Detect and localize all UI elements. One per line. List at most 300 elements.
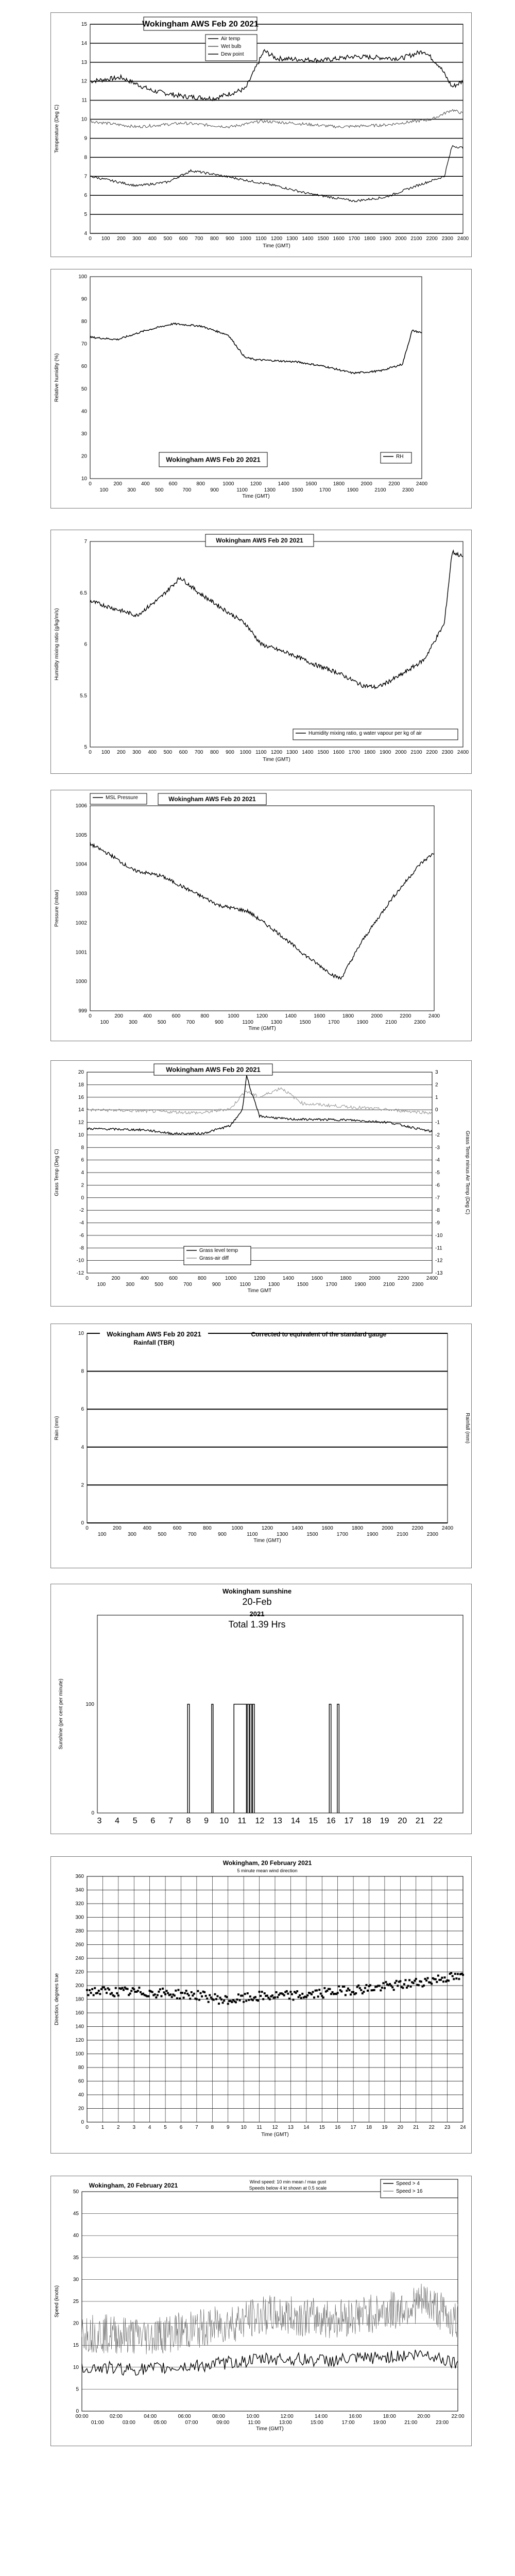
x-tick-label: 03:00 (122, 2420, 135, 2426)
direction-point (231, 2001, 233, 2003)
y-tick-label: 15 (73, 2343, 79, 2349)
y-tick-label: 6 (84, 641, 87, 648)
x-tick-label: 400 (148, 750, 157, 755)
x-tick-label: 1600 (305, 481, 317, 487)
x-tick-label: 900 (215, 1020, 224, 1025)
x-tick-label: 500 (154, 1282, 163, 1287)
y-tick-label: 120 (75, 2038, 84, 2043)
y-tick-label: 10 (81, 476, 87, 482)
x-tick-label: 04:00 (144, 2414, 157, 2419)
x-tick-label: 1900 (367, 1532, 379, 1537)
y-tick-label: 10 (81, 116, 87, 123)
x-tick-label: 1200 (253, 1276, 266, 1281)
direction-point (453, 1978, 455, 1980)
direction-point (140, 1991, 142, 1993)
plot-area (90, 24, 463, 233)
x-tick-label: 1300 (277, 1532, 288, 1537)
x-tick-label: 1200 (261, 1526, 273, 1531)
direction-point (348, 1989, 350, 1991)
direction-point (364, 1987, 366, 1989)
legend-label: Air temp (221, 36, 241, 42)
y-tick-label: 100 (78, 274, 87, 280)
direction-point (236, 1998, 238, 2001)
x-tick-label: 2100 (410, 750, 422, 755)
direction-point (197, 1990, 199, 1992)
chart-subtitle: Wind speed: 10 min mean / max gust (249, 2179, 327, 2184)
y-axis-label: Sunshine (per cent per minute) (58, 1679, 64, 1750)
direction-point (391, 1986, 393, 1988)
x-tick-label: 2400 (457, 236, 469, 242)
direction-point (86, 1989, 88, 1991)
direction-point (249, 1995, 251, 1997)
direction-point (98, 1990, 100, 1992)
direction-point (357, 1985, 359, 1987)
x-tick-label: 7 (168, 1817, 173, 1825)
x-tick-label: 1000 (239, 750, 251, 755)
legend-label: Speed > 4 (396, 2181, 420, 2187)
direction-point (323, 1987, 325, 1989)
y-tick-label: 6 (84, 193, 87, 199)
direction-point (286, 1990, 288, 1992)
y-tick-label: 5.5 (80, 693, 87, 699)
x-tick-label: 2200 (411, 1526, 423, 1531)
x-tick-label: 400 (141, 481, 150, 487)
direction-point (222, 2002, 224, 2004)
y-tick-label: 6 (81, 1157, 84, 1163)
y-tick-label: 8 (81, 1145, 84, 1151)
x-tick-label: 2100 (383, 1282, 395, 1287)
x-tick-label: 700 (183, 1282, 192, 1287)
x-tick-label: 17:00 (341, 2420, 355, 2426)
sun-bar (329, 1704, 331, 1813)
chart-title: Wokingham AWS Feb 20 2021 (216, 537, 303, 544)
x-tick-label: 1900 (380, 236, 391, 242)
y-tick-label: 2 (81, 1482, 84, 1488)
x-tick-label: 4 (115, 1817, 120, 1825)
y2-tick-label: -12 (435, 1258, 443, 1264)
chart-title: Wokingham sunshine (222, 1587, 292, 1595)
x-tick-label: 10:00 (246, 2414, 260, 2419)
direction-point (276, 1991, 278, 1993)
x-tick-label: 2400 (426, 1276, 438, 1281)
y-tick-label: 4 (81, 1444, 84, 1450)
sun-bar (234, 1704, 246, 1813)
series-dew-point (90, 146, 463, 202)
y-tick-label: 1001 (75, 950, 87, 956)
y-axis-label: Rain (mm) (54, 1416, 60, 1440)
x-tick-label: 1300 (268, 1282, 280, 1287)
direction-point (218, 2003, 220, 2005)
x-tick-label: 2200 (398, 1276, 409, 1281)
x-tick-label: 1700 (336, 1532, 348, 1537)
x-tick-label: 2000 (371, 1013, 383, 1019)
direction-point (277, 1996, 279, 1998)
series-grass-air-diff (87, 1088, 432, 1114)
direction-point (243, 2001, 245, 2003)
x-tick-label: 05:00 (153, 2420, 167, 2426)
direction-point (106, 1992, 108, 1994)
direction-point (448, 1979, 450, 1981)
x-tick-label: 100 (101, 750, 110, 755)
direction-point (379, 1985, 381, 1987)
x-tick-label: 400 (143, 1526, 152, 1531)
y-tick-label: -8 (79, 1245, 84, 1251)
direction-point (410, 1986, 412, 1988)
x-tick-label: 18 (366, 2125, 372, 2130)
direction-point (393, 1989, 395, 1991)
direction-point (179, 1997, 181, 1999)
x-tick-label: 1100 (242, 1020, 253, 1025)
y-tick-label: 360 (75, 1874, 84, 1879)
x-tick-label: 400 (143, 1013, 152, 1019)
x-tick-label: 22 (433, 1817, 443, 1825)
x-tick-label: 0 (89, 481, 92, 487)
x-tick-label: 24 (460, 2125, 466, 2130)
x-tick-label: 800 (196, 481, 205, 487)
y-axis-label: Relative humidity (%) (54, 353, 60, 402)
direction-point (147, 1995, 149, 1997)
y-tick-label: 200 (75, 1983, 84, 1989)
x-tick-label: 1900 (380, 750, 391, 755)
y-tick-label: 2 (81, 1182, 84, 1189)
direction-point (123, 1989, 125, 1991)
series-pressure (90, 842, 434, 979)
x-tick-label: 100 (101, 236, 110, 242)
y-tick-label: 70 (81, 341, 87, 347)
x-tick-label: 200 (116, 236, 126, 242)
direction-point (127, 1988, 129, 1990)
chart-pressure-panel (50, 790, 472, 1041)
x-tick-label: 2000 (395, 750, 407, 755)
x-tick-label: 1600 (333, 750, 345, 755)
direction-point (291, 1993, 293, 1995)
x-tick-label: 21 (415, 1817, 425, 1825)
direction-point (252, 1999, 254, 2001)
direction-point (435, 1978, 437, 1980)
direction-point (245, 2000, 247, 2002)
x-tick-label: 100 (100, 1020, 109, 1025)
x-tick-label: 12 (255, 1817, 265, 1825)
x-tick-label: 2300 (414, 1020, 426, 1025)
x-tick-label: 13 (287, 2125, 294, 2130)
x-tick-label: 100 (97, 1282, 106, 1287)
direction-point (133, 1988, 135, 1990)
direction-point (380, 1989, 382, 1991)
direction-point (318, 1989, 320, 1991)
y-tick-label: 8 (84, 155, 87, 161)
direction-point (205, 1995, 207, 1997)
x-tick-label: 300 (126, 1282, 135, 1287)
chart-mixing-ratio (51, 530, 471, 773)
x-tick-label: 1500 (299, 1020, 311, 1025)
direction-point (420, 1980, 422, 1982)
x-tick-label: 06:00 (178, 2414, 191, 2419)
direction-point (441, 1977, 443, 1979)
x-tick-label: 2 (117, 2125, 120, 2130)
direction-point (151, 1991, 153, 1993)
x-tick-label: 300 (132, 750, 141, 755)
y-tick-label: 220 (75, 1969, 84, 1975)
x-tick-label: 1900 (356, 1020, 368, 1025)
x-tick-label: 15 (308, 1817, 318, 1825)
x-tick-label: 2300 (402, 487, 414, 493)
direction-point (185, 1990, 187, 1992)
x-axis-label: Time GMT (247, 1288, 272, 1294)
direction-point (305, 1996, 307, 1998)
x-tick-label: 1700 (348, 236, 360, 242)
direction-point (360, 1989, 362, 1991)
series-wet-bulb (90, 110, 463, 128)
y-tick-label: 14 (81, 40, 87, 46)
x-tick-label: 10 (219, 1817, 229, 1825)
series-mean-speed (82, 2350, 458, 2375)
x-tick-label: 500 (157, 1020, 166, 1025)
series-mixing-ratio (90, 551, 463, 689)
x-tick-label: 07:00 (185, 2420, 198, 2426)
direction-point (367, 1990, 369, 1992)
x-tick-label: 500 (154, 487, 164, 493)
direction-point (209, 1994, 211, 1996)
y-tick-label: 280 (75, 1928, 84, 1934)
direction-point (99, 1993, 101, 1995)
direction-point (322, 1996, 324, 1998)
x-tick-label: 1900 (354, 1282, 366, 1287)
y-tick-label: 20 (78, 1070, 84, 1075)
x-tick-label: 500 (163, 750, 173, 755)
direction-point (157, 1994, 159, 1996)
x-tick-label: 22:00 (451, 2414, 465, 2419)
x-tick-label: 900 (212, 1282, 221, 1287)
x-tick-label: 1 (101, 2125, 105, 2130)
direction-point (94, 1987, 96, 1989)
x-axis-label: Time (GMT) (263, 243, 290, 249)
direction-point (359, 1987, 361, 1989)
x-tick-label: 0 (89, 1013, 92, 1019)
direction-point (444, 1976, 446, 1978)
x-tick-label: 1900 (347, 487, 358, 493)
y-tick-label: 1003 (75, 891, 87, 897)
direction-point (312, 1991, 314, 1993)
y2-tick-label: -9 (435, 1220, 440, 1226)
x-tick-label: 300 (128, 1532, 136, 1537)
chart-temperature-panel (50, 12, 472, 257)
x-tick-label: 800 (202, 1526, 212, 1531)
x-tick-label: 19 (380, 1817, 389, 1825)
x-tick-label: 2000 (369, 1276, 381, 1281)
x-tick-label: 1100 (247, 1532, 258, 1537)
x-tick-label: 20 (398, 1817, 407, 1825)
chart-wind-speed (51, 2176, 471, 2446)
y-axis-label: Humidity mixing ratio (g/kg/m/s) (54, 608, 60, 681)
y-tick-label: 15 (81, 22, 87, 27)
x-tick-label: 1400 (302, 750, 314, 755)
x-tick-label: 100 (99, 487, 109, 493)
direction-point (88, 1994, 90, 1996)
y2-tick-label: -11 (435, 1245, 442, 1251)
x-tick-label: 1000 (239, 236, 251, 242)
y2-tick-label: -10 (435, 1232, 443, 1239)
direction-point (115, 1987, 117, 1989)
chart-temperature (51, 13, 471, 257)
direction-point (191, 1991, 193, 1993)
x-tick-label: 1300 (286, 236, 298, 242)
y-tick-label: 20 (78, 2106, 84, 2112)
x-tick-label: 14 (290, 1817, 300, 1825)
direction-point (90, 1992, 92, 1994)
y-axis-label: Temperature (Deg C) (54, 105, 60, 153)
x-tick-label: 0 (85, 2125, 89, 2130)
direction-point (369, 1984, 371, 1986)
direction-point (154, 1993, 156, 1995)
y-tick-label: 4 (81, 1170, 84, 1176)
direction-point (363, 1991, 365, 1993)
direction-point (427, 1977, 429, 1979)
direction-point (113, 1995, 115, 1997)
direction-point (93, 1994, 95, 1996)
x-tick-label: 13:00 (279, 2420, 292, 2426)
y-tick-label: 10 (78, 1331, 84, 1336)
direction-point (413, 1982, 415, 1984)
direction-point (373, 1989, 375, 1991)
y-tick-label: -10 (76, 1258, 84, 1264)
series-air-temp (90, 49, 463, 100)
direction-point (340, 1990, 342, 1992)
y-tick-label: 1000 (75, 979, 87, 985)
x-tick-label: 16 (335, 2125, 341, 2130)
y-tick-label: 35 (73, 2255, 79, 2261)
x-tick-label: 600 (179, 750, 188, 755)
x-tick-label: 00:00 (75, 2414, 89, 2419)
direction-point (402, 1987, 404, 1989)
x-tick-label: 14 (303, 2125, 310, 2130)
x-tick-label: 21:00 (404, 2420, 418, 2426)
x-tick-label: 9 (204, 1817, 209, 1825)
y-tick-label: 20 (81, 453, 87, 460)
y-tick-label: 5 (76, 2386, 79, 2393)
x-tick-label: 1200 (250, 481, 262, 487)
direction-point (206, 1997, 208, 1999)
x-tick-label: 900 (226, 236, 234, 242)
direction-point (260, 1995, 262, 1997)
direction-point (350, 1993, 352, 1995)
x-tick-label: 200 (111, 1276, 121, 1281)
x-tick-label: 22 (428, 2125, 435, 2130)
chart-humidity-panel (50, 269, 472, 509)
x-tick-label: 1500 (291, 487, 303, 493)
x-tick-label: 1100 (255, 236, 267, 242)
x-tick-label: 1200 (270, 750, 283, 755)
x-tick-label: 2000 (360, 481, 372, 487)
direction-point (201, 1995, 203, 1997)
x-tick-label: 1600 (321, 1526, 333, 1531)
chart-title: Wokingham, 20 February 2021 (89, 2182, 178, 2189)
x-tick-label: 12 (272, 2125, 278, 2130)
x-tick-label: 1000 (222, 481, 234, 487)
y-tick-label: -6 (79, 1232, 84, 1239)
x-tick-label: 2000 (382, 1526, 393, 1531)
direction-point (455, 1977, 457, 1979)
direction-point (345, 1994, 347, 1996)
direction-point (397, 1985, 399, 1987)
direction-point (296, 1990, 298, 1992)
x-tick-label: 11 (256, 2125, 262, 2130)
x-tick-label: 1300 (264, 487, 276, 493)
direction-point (262, 1998, 264, 2000)
x-tick-label: 5 (164, 2125, 167, 2130)
x-tick-label: 600 (171, 1013, 181, 1019)
y-tick-label: 25 (73, 2299, 79, 2304)
direction-point (269, 1998, 271, 2000)
chart-total: Total 1.39 Hrs (228, 1619, 286, 1630)
x-tick-label: 1400 (282, 1276, 294, 1281)
direction-point (365, 1984, 367, 1986)
direction-point (385, 1981, 387, 1983)
plot-area (90, 806, 434, 1011)
direction-point (288, 1997, 290, 1999)
x-tick-label: 200 (116, 750, 126, 755)
x-tick-label: 700 (186, 1020, 195, 1025)
y-tick-label: 7 (84, 539, 87, 545)
direction-point (266, 1995, 268, 1997)
y-tick-label: 999 (78, 1008, 87, 1014)
y-tick-label: 45 (73, 2211, 79, 2217)
x-tick-label: 2300 (441, 236, 453, 242)
direction-point (189, 1998, 191, 2000)
direction-point (261, 1991, 263, 1993)
direction-point (242, 1995, 244, 1997)
x-tick-label: 1700 (328, 1020, 340, 1025)
x-tick-label: 2200 (426, 236, 438, 242)
x-tick-label: 1200 (270, 236, 283, 242)
x-tick-label: 12:00 (280, 2414, 294, 2419)
direction-point (437, 1975, 439, 1977)
chart-rainfall-panel (50, 1324, 472, 1568)
y-tick-label: 6.5 (80, 590, 87, 596)
x-tick-label: 2100 (374, 487, 386, 493)
x-tick-label: 1100 (255, 750, 267, 755)
y-tick-label: 20 (73, 2320, 79, 2327)
direction-point (184, 1992, 186, 1994)
x-axis-label: Time (GMT) (242, 494, 270, 499)
direction-point (171, 1996, 173, 1998)
direction-point (175, 1990, 177, 1992)
y-tick-label: 10 (78, 1132, 84, 1138)
direction-point (274, 1996, 276, 1998)
y-tick-label: 80 (81, 319, 87, 325)
y-tick-label: 14 (78, 1107, 84, 1113)
x-tick-label: 1500 (297, 1282, 308, 1287)
y2-tick-label: -5 (435, 1170, 440, 1176)
chart-date: 20-Feb (242, 1597, 272, 1607)
direction-point (169, 1993, 171, 1995)
x-tick-label: 4 (148, 2125, 151, 2130)
direction-point (176, 1997, 178, 1999)
y-tick-label: 90 (81, 296, 87, 302)
x-tick-label: 700 (194, 236, 203, 242)
chart-title: Wokingham AWS Feb 20 2021 (107, 1330, 201, 1338)
y-tick-label: 6 (81, 1406, 84, 1413)
direction-point (283, 1994, 285, 1996)
x-tick-label: 700 (182, 487, 192, 493)
direction-point (257, 1999, 259, 2002)
x-tick-label: 1800 (364, 236, 376, 242)
y-tick-label: 9 (84, 135, 87, 142)
x-tick-label: 13 (273, 1817, 282, 1825)
plot-area (90, 277, 422, 479)
direction-point (200, 1992, 202, 1994)
y-tick-label: 5 (84, 744, 87, 750)
y-axis-label: Speed (knots) (54, 2285, 60, 2318)
